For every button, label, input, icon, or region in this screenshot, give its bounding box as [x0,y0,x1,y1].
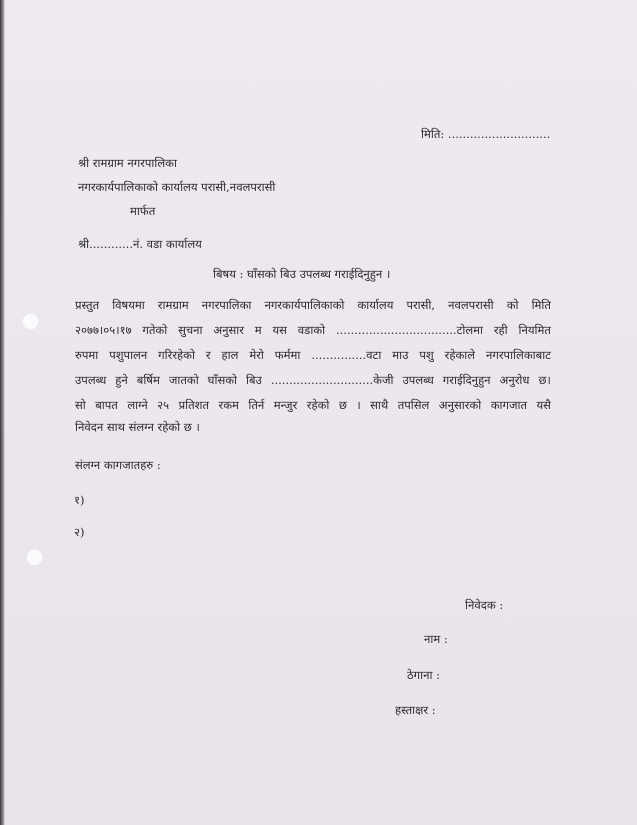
recipient-line-1: श्री रामग्राम नगरपालिका [78,156,177,170]
address-label: ठेगाना : [407,668,441,682]
attachment-item-2: २) [74,525,85,539]
page-left-edge-shadow [0,0,5,825]
attachments-heading: संलग्न कागजातहरु : [75,458,161,472]
body-line-2: २०७७।०५।१७ गतेको सुचना अनुसार म यस वडाको .................................टोलमा रही नियमित [75,323,551,337]
punch-hole-top [22,313,39,330]
body-line-6: निवेदन साथ संलग्न रहेको छ । [75,420,200,434]
body-line-5: सो बापत लाग्ने २५ प्रतिशत रकम तिर्न मन्जुर रहेको छ । साथै तपसिल अनुसारको कागजात यसै [75,398,551,412]
name-label: नाम : [424,632,448,646]
attachment-item-1: १) [74,493,85,507]
punch-hole-bottom [26,549,43,566]
recipient-line-3: मार्फत [130,204,156,218]
body-line-1: प्रस्तुत विषयमा रामग्राम नगरपालिका नगरकार्यपालिकाको कार्यालय परासी, नवलपरासी को मिति [75,298,551,312]
signature-label: हस्ताक्षर : [395,703,436,717]
subject-line: बिषय : घाँसको बिउ उपलब्ध गराईदिनुहुन । [213,267,391,281]
applicant-label: निवेदक : [465,598,504,612]
body-line-3: रुपमा पशुपालन गरिरहेको र हाल मेरो फर्ममा ...............वटा माउ पशु रहेकाले नगरपालिकाबाट [75,348,551,362]
date-line: मिति: ............................ [421,127,551,141]
ward-office-line: श्री............नं. वडा कार्यालय [78,237,202,251]
recipient-line-2: नगरकार्यपालिकाको कार्यालय परासी,नवलपरासी [78,180,276,194]
body-line-4: उपलब्ध हुने बर्षिम जातको घाँसको बिउ ............................केजी उपलब्ध गराईदिनुहुन अनुरोध छ। [75,373,551,387]
